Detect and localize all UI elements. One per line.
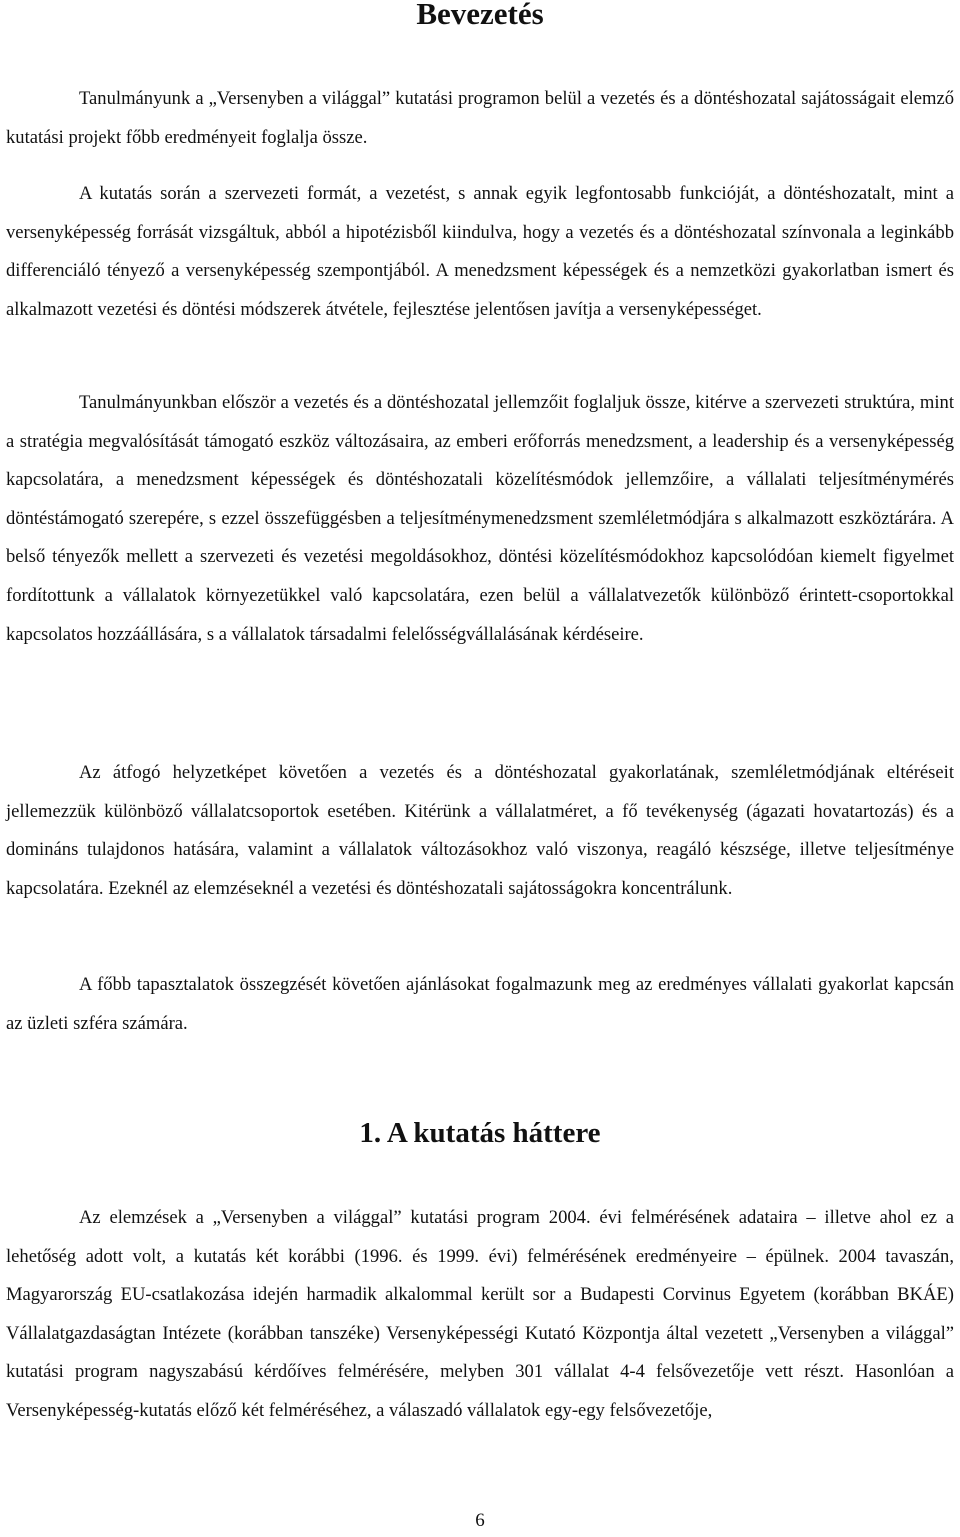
intro-paragraph-5: A főbb tapasztalatok összegzését követően ajánlásokat fogalmazunk meg az eredményes vállalati gyakorlat kapcsán az üzleti szféra számára. — [6, 974, 954, 1034]
intro-paragraph-3: Tanulmányunkban először a vezetés és a döntéshozatal jellemzőit foglaljuk össze, kitérve a szervezeti struktúra, mint a stratégia megvalósítását támogató eszköz változásaira, az emberi erőforrás menedzsment, a leadership és a versenyképesség kapcsolatára, a menedzsment képességek és döntéshozatali közelítésmódok jellemzőire, a vállalati teljesítménymérés döntéstámogató szerepére, s ezzel összefüggésben a teljesítménymenedzsment szemléletmódjára s alkalmazott eszköztárára. A belső tényezők mellett a szervezeti és vezetési megoldásokhoz, döntési közelítésmódokhoz kapcsolódóan kiemelt figyelmet fordítottunk a vállalatok környezetükkel való kapcsolatára, ezen belül a vállalatvezetők különböző érintett-csoportokkal kapcsolatos hozzáállására, s a vállalatok társadalmi felelősségvállalásának kérdéseire. — [6, 392, 954, 645]
intro-paragraph-4: Az átfogó helyzetképet követően a vezetés és a döntéshozatal gyakorlatának, szemléletmódjának eltéréseit jellemezzük különböző vállalatcsoportok esetében. Kitérünk a vállalatméret, a fő tevékenység (ágazati hovatartozás) és a domináns tulajdonos hatására, valamint a vállalatok változásokhoz való viszonya, reagáló készsége, illetve teljesítménye kapcsolatára. Ezeknél az elemzéseknél a vezetési és döntéshozatali sajátosságokra koncentrálunk. — [6, 762, 954, 899]
page-number: 6 — [475, 1510, 485, 1531]
section-heading: 1. A kutatás háttere — [359, 1117, 601, 1149]
section-paragraph-1: Az elemzések a „Versenyben a világgal” kutatási program 2004. évi felmérésének adataira – illetve ahol ez a lehetőség adott volt, a kutatás két korábbi (1996. és 1999. évi) felmérésének eredményeire – épülnek. 2004 tavaszán, Magyarország EU-csatlakozása idején harmadik alkalommal került sor a Budapesti Corvinus Egyetem (korábban BKÁE) Vállalatgazdaságtan Intézete (korábban tanszéke) Versenyképességi Kutató Központja által vezetett „Versenyben a világgal” kutatási program nagyszabású kérdőíves felmérésére, melyben 301 vállalat 4-4 felsővezetője vett részt. Hasonlóan a Versenyképesség-kutatás előző két felméréséhez, a válaszadó vállalatok egy-egy felsővezetője, — [6, 1207, 954, 1421]
intro-paragraph-1: Tanulmányunk a „Versenyben a világgal” kutatási programon belül a vezetés és a döntéshozatal sajátosságait elemző kutatási projekt főbb eredményeit foglalja össze. — [6, 88, 954, 148]
intro-paragraph-2: A kutatás során a szervezeti formát, a vezetést, s annak egyik legfontosabb funkcióját, a döntéshozatalt, mint a versenyképesség forrását vizsgáltuk, abból a hipotézisből kiindulva, hogy a vezetés és a döntéshozatal színvonala a leginkább differenciáló tényező a versenyképesség szempontjából. A menedzsment képességek és a nemzetközi gyakorlatban ismert és alkalmazott vezetési és döntési módszerek átvétele, fejlesztése jelentősen javítja a versenyképességet. — [6, 183, 954, 320]
intro-heading: Bevezetés — [416, 0, 544, 31]
